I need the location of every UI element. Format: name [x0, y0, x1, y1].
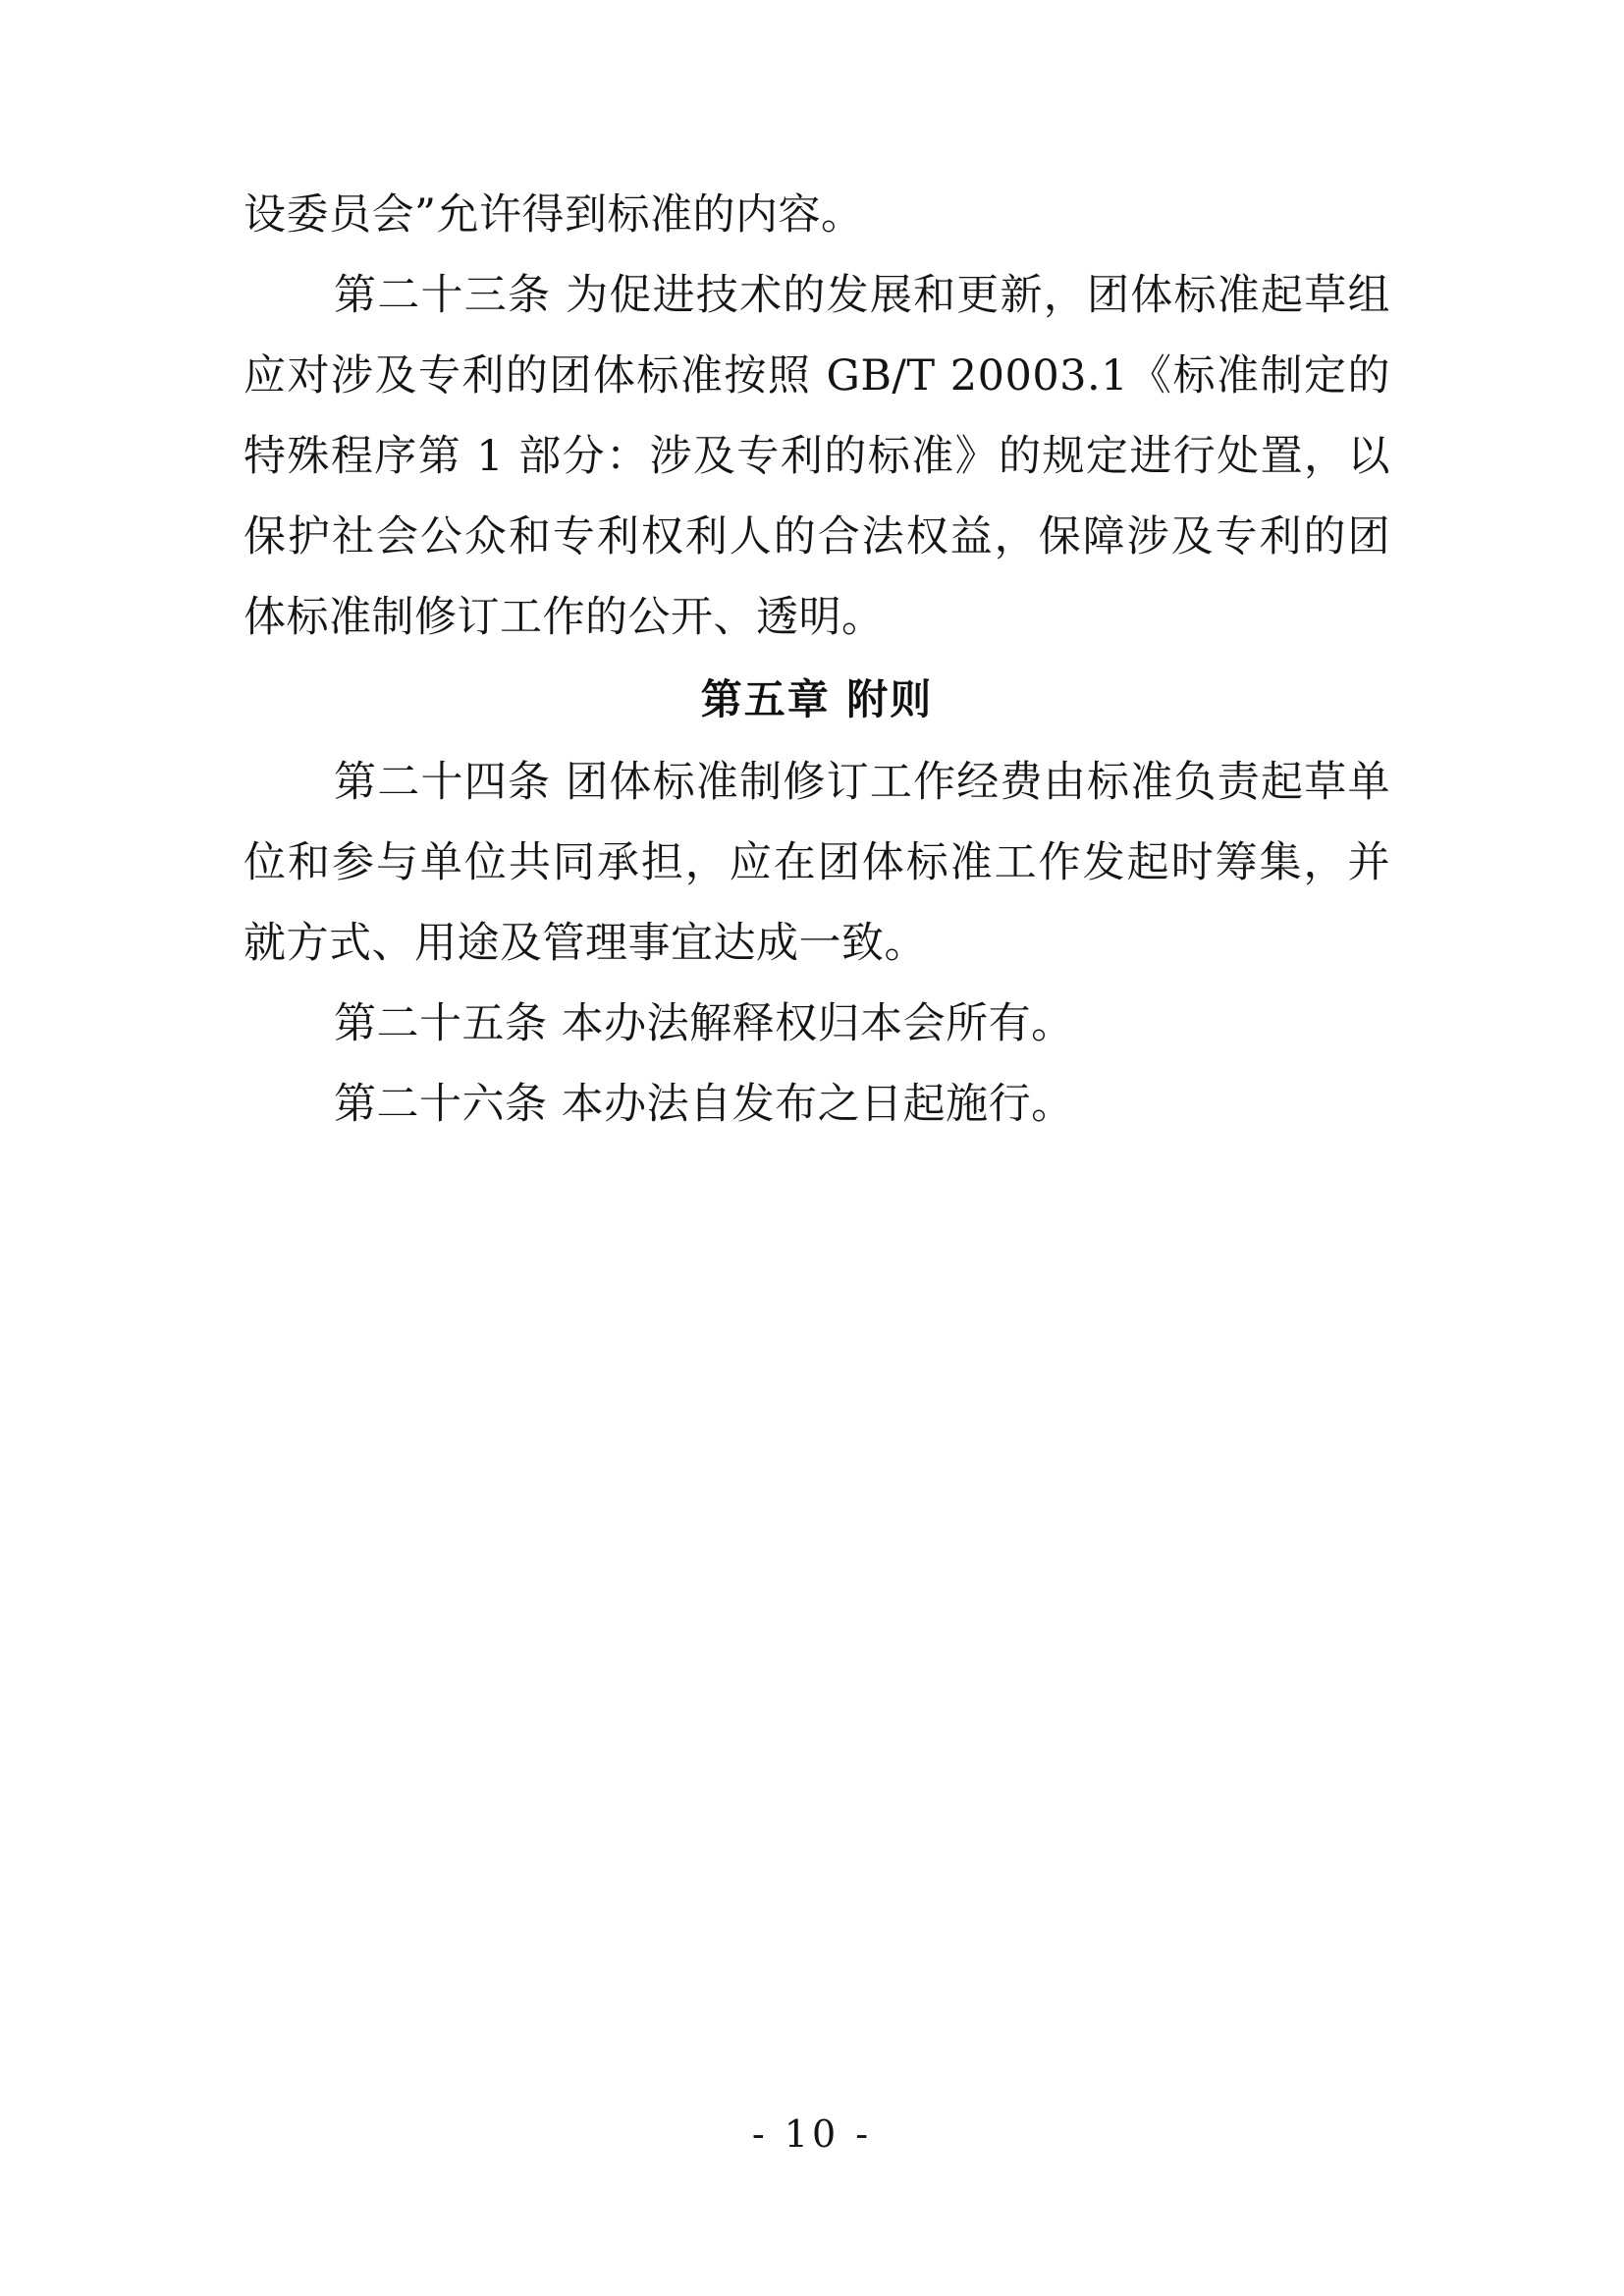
page-content — [244, 175, 1390, 1145]
page-number: - 10 - — [751, 2112, 873, 2156]
chapter-heading-five: 第五章 附则 — [700, 675, 934, 723]
paragraph-article-23: 第二十三条 为促进技术的发展和更新，团体标准起草组应对涉及专利的团体标准按照 GB/T 20003.1《标准制定的特殊程序第 1 部分：涉及专利的标准》的规定进行处置，以保护社会公众和专利权利人的合法权益，保障涉及专利的团体标准制修订工作的公开、透明。 — [244, 271, 1390, 642]
paragraph-article-25: 第二十五条 本办法解释权归本会所有。 — [334, 999, 1074, 1048]
paragraph-article-26: 第二十六条 本办法自发布之日起施行。 — [334, 1080, 1074, 1129]
paragraph-continuation: 设委员会”允许得到标准的内容。 — [244, 190, 864, 240]
paragraph-article-24: 第二十四条 团体标准制修订工作经费由标准负责起草单位和参与单位共同承担，应在团体标准工作发起时筹集，并就方式、用途及管理事宜达成一致。 — [244, 758, 1390, 968]
